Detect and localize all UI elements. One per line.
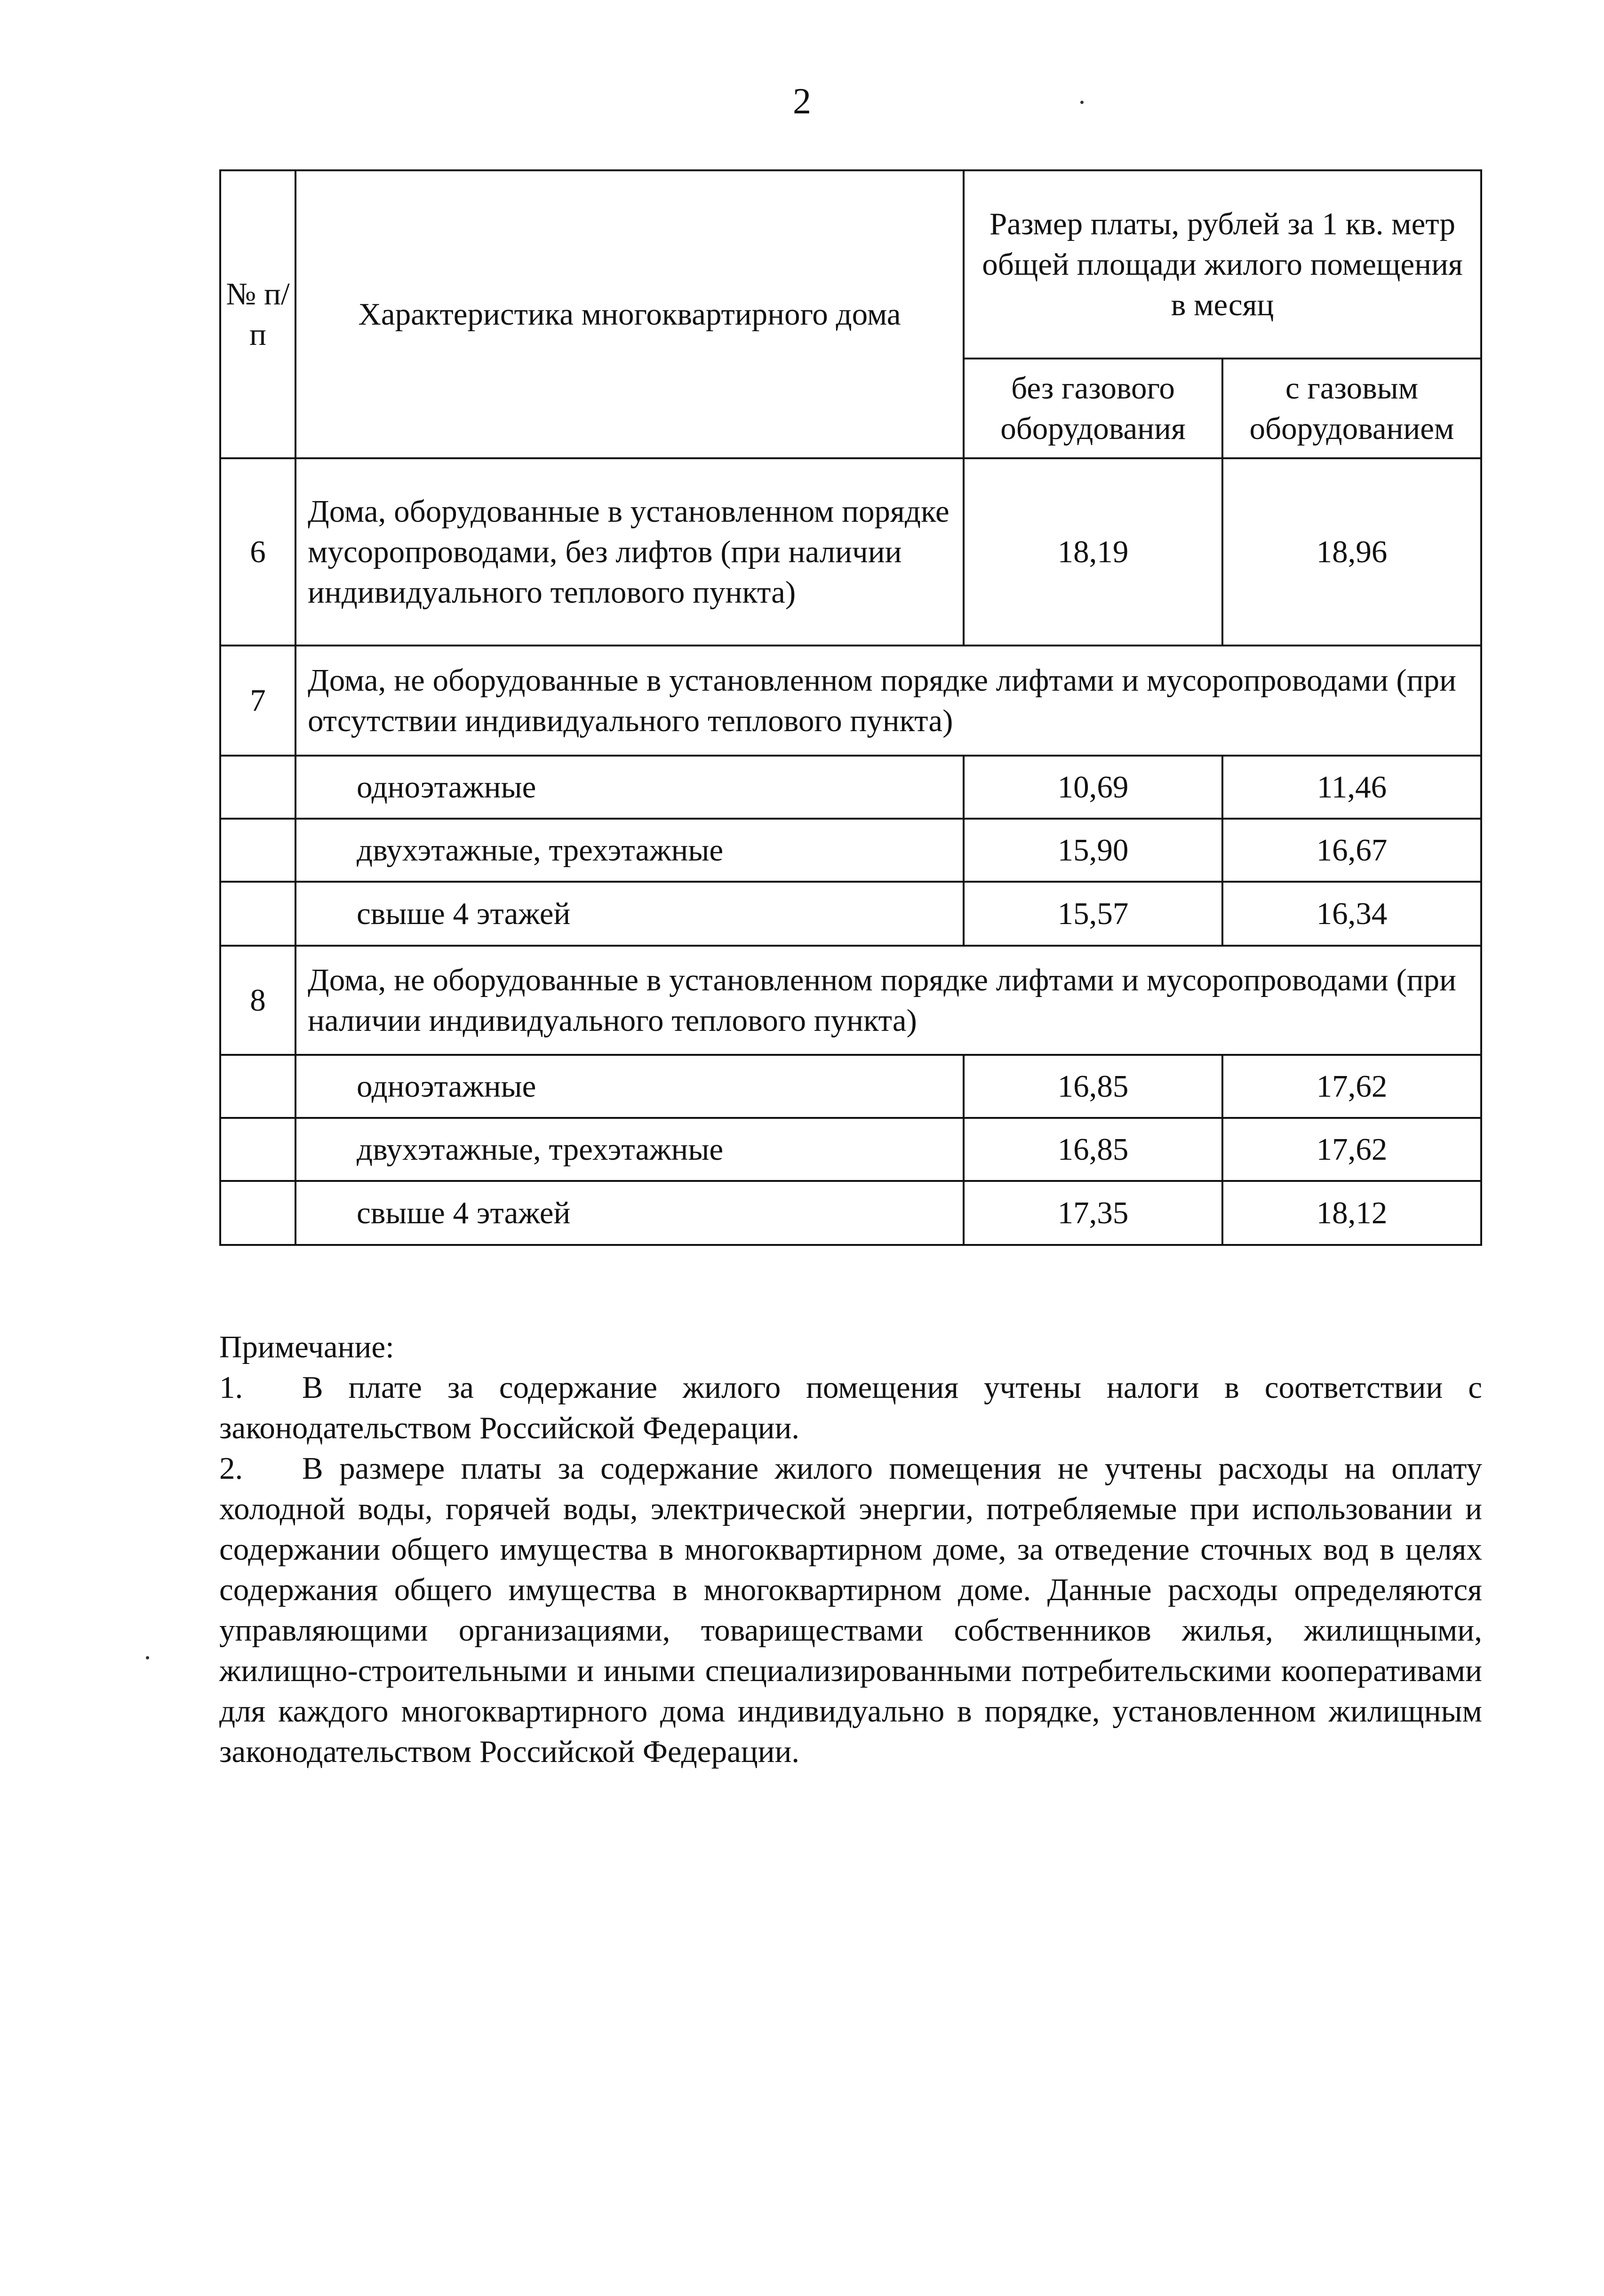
table-group-row (220, 946, 1481, 1055)
row-label: одноэтажные (295, 1055, 964, 1118)
value-with-gas: 16,67 (1222, 819, 1481, 882)
value-without-gas: 17,35 (964, 1181, 1222, 1245)
table-row (220, 458, 1481, 646)
row-num-empty (220, 1055, 295, 1118)
table-row (220, 882, 1481, 946)
note-item-text: В размере платы за содержание жилого помещения не учтены расходы на оплату холодной воды, горячей воды, электрической энергии, потребляемые при использовании и содержании общего имущества в многоквартирном доме, за отведение сточных вод в целях содержания общего имущества в многоквартирном доме. Данные расходы определяются управляющими организациями, товариществами собственников жилья, жилищными, жилищно-строительными и иными специализированными потребительскими кооперативами для каждого многоквартирного дома индивидуально в порядке, установленном жилищным законодательством Российской Федерации. (219, 1451, 1482, 1769)
note-item-number: 2. (219, 1451, 243, 1486)
table-row (220, 819, 1481, 882)
value-with-gas: 17,62 (1222, 1055, 1481, 1118)
row-num-empty (220, 882, 295, 946)
value-with-gas: 18,12 (1222, 1181, 1481, 1245)
row-num-empty (220, 756, 295, 819)
table-header-row (220, 170, 1481, 359)
row-label: свыше 4 этажей (295, 882, 964, 946)
page-number: 2 (793, 80, 811, 121)
row-label: свыше 4 этажей (295, 1181, 964, 1245)
header-fee-size: Размер платы, рублей за 1 кв. метр общей площади жилого помещения в месяц (964, 170, 1481, 359)
header-characteristic: Характеристика многоквартирного дома (295, 170, 964, 458)
value-without-gas: 15,57 (964, 882, 1222, 946)
table-row (220, 1181, 1481, 1245)
note-section (219, 1327, 1482, 1772)
row-num-empty (220, 1118, 295, 1181)
value-without-gas: 16,85 (964, 1118, 1222, 1181)
row-description: Дома, не оборудованные в установленном порядке лифтами и мусоропроводами (при отсутствии индивидуального теплового пункта) (295, 646, 1481, 756)
header-with-gas: с газовым оборудованием (1222, 359, 1481, 458)
row-description: Дома, не оборудованные в установленном порядке лифтами и мусоропроводами (при наличии индивидуального теплового пункта) (295, 946, 1481, 1055)
row-num-empty (220, 819, 295, 882)
value-without-gas: 10,69 (964, 756, 1222, 819)
value-with-gas: 17,62 (1222, 1118, 1481, 1181)
value-without-gas: 16,85 (964, 1055, 1222, 1118)
table-group-row (220, 646, 1481, 756)
table-row (220, 1118, 1481, 1181)
scan-speck (146, 1656, 149, 1659)
table-row (220, 1055, 1481, 1118)
note-item-text: В плате за содержание жилого помещения учтены налоги в соответствии с законодательством Российской Федерации. (219, 1370, 1482, 1445)
value-without-gas: 18,19 (964, 458, 1222, 646)
value-with-gas: 16,34 (1222, 882, 1481, 946)
row-label: двухэтажные, трехэтажные (295, 819, 964, 882)
value-with-gas: 11,46 (1222, 756, 1481, 819)
scan-speck (1080, 101, 1084, 104)
row-num: 8 (220, 946, 295, 1055)
row-label: одноэтажные (295, 756, 964, 819)
row-description: Дома, оборудованные в установленном порядке мусоропроводами, без лифтов (при наличии индивидуального теплового пункта) (295, 458, 964, 646)
row-num: 7 (220, 646, 295, 756)
row-label: двухэтажные, трехэтажные (295, 1118, 964, 1181)
row-num-empty (220, 1181, 295, 1245)
header-num: № п/п (220, 170, 295, 458)
note-title: Примечание: (219, 1330, 394, 1364)
row-num: 6 (220, 458, 295, 646)
table-row (220, 756, 1481, 819)
note-item (219, 1448, 1482, 1772)
note-item-number: 1. (219, 1370, 243, 1405)
value-without-gas: 15,90 (964, 819, 1222, 882)
note-item (219, 1367, 1482, 1448)
fee-table (219, 169, 1482, 1246)
header-without-gas: без газового оборудования (964, 359, 1222, 458)
value-with-gas: 18,96 (1222, 458, 1481, 646)
